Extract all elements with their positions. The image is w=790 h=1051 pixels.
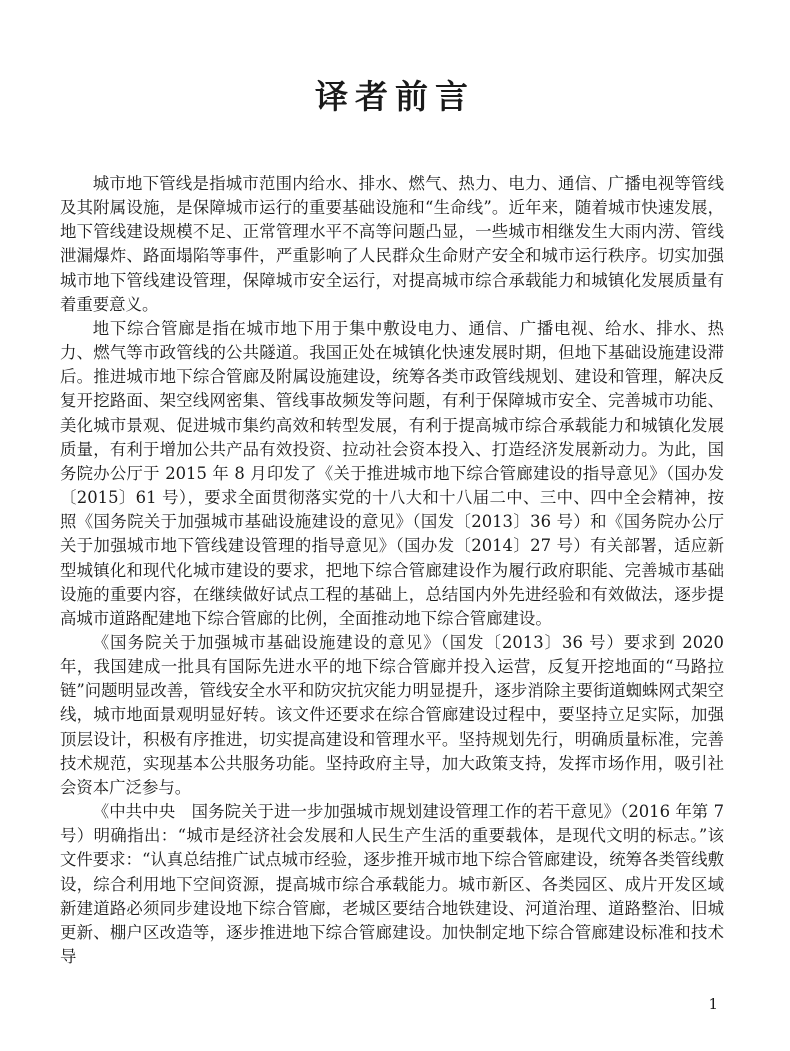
body-text [60,172,724,969]
paragraph-2: 地下综合管廊是指在城市地下用于集中敷设电力、通信、广播电视、给水、排水、热力、燃气等市政管线的公共隧道。我国正处在城镇化快速发展时期，但地下基础设施建设滞后。推进城市地下综合管廊及附属设施建设，统筹各类市政管线规划、建设和管理，解决反复开挖路面、架空线网密集、管线事故频发等问题，有利于保障城市安全、完善城市功能、美化城市景观、促进城市集约高效和转型发展，有利于提高城市综合承载能力和城镇化发展质量，有利于增加公共产品有效投资、拉动社会资本投入、打造经济发展新动力。为此，国务院办公厅于 2015 年 8 月印发了《关于推进城市地下综合管廊建设的指导意见》（国办发〔2015〕61 号），要求全面贯彻落实党的十八大和十八届二中、三中、四中全会精神，按照《国务院关于加强城市基础设施建设的意见》（国发〔2013〕36 号）和《国务院办公厅关于加强城市地下管线建设管理的指导意见》（国办发〔2014〕27 号）有关部署，适应新型城镇化和现代化城市建设的要求，把地下综合管廊建设作为履行政府职能、完善城市基础设施的重要内容，在继续做好试点工程的基础上，总结国内外先进经验和有效做法，逐步提高城市道路配建地下综合管廊的比例，全面推动地下综合管廊建设。 [60,318,724,628]
paragraph-4: 《中共中央 国务院关于进一步加强城市规划建设管理工作的若干意见》（2016 年第 7 号）明确指出：“城市是经济社会发展和人民生产生活的重要载体，是现代文明的标志。”该文件要求：“认真总结推广试点城市经验，逐步推开城市地下综合管廊建设，统筹各类管线敷设，综合利用地下空间资源，提高城市综合承载能力。城市新区、各类园区、成片开发区域新建道路必须同步建设地下综合管廊，老城区要结合地铁建设、河道治理、道路整治、旧城更新、棚户区改造等，逐步推进地下综合管廊建设。加快制定地下综合管廊建设标准和技术导 [60,802,725,966]
page-number: 1 [708,995,718,1013]
page-title: 译者前言 [315,77,475,116]
paragraph-3: 《国务院关于加强城市基础设施建设的意见》（国发〔2013〕36 号）要求到 2020 年，我国建成一批具有国际先进水平的地下综合管廊并投入运营，反复开挖地面的“马路拉链”问题明显改善，管线安全水平和防灾抗灾能力明显提升，逐步消除主要街道蜘蛛网式架空线，城市地面景观明显好转。该文件还要求在综合管廊建设过程中，要坚持立足实际，加强顶层设计，积极有序推进，切实提高建设和管理水平。坚持规划先行，明确质量标准，完善技术规范，实现基本公共服务功能。坚持政府主导，加大政策支持，发挥市场作用，吸引社会资本广泛参与。 [60,632,725,797]
paragraph-1: 城市地下管线是指城市范围内给水、排水、燃气、热力、电力、通信、广播电视等管线及其附属设施，是保障城市运行的重要基础设施和“生命线”。近年来，随着城市快速发展，地下管线建设规模不足、正常管理水平不高等问题凸显，一些城市相继发生大雨内涝、管线泄漏爆炸、路面塌陷等事件，严重影响了人民群众生命财产安全和城市运行秩序。切实加强城市地下管线建设管理，保障城市安全运行，对提高城市综合承载能力和城镇化发展质量有着重要意义。 [60,174,724,314]
